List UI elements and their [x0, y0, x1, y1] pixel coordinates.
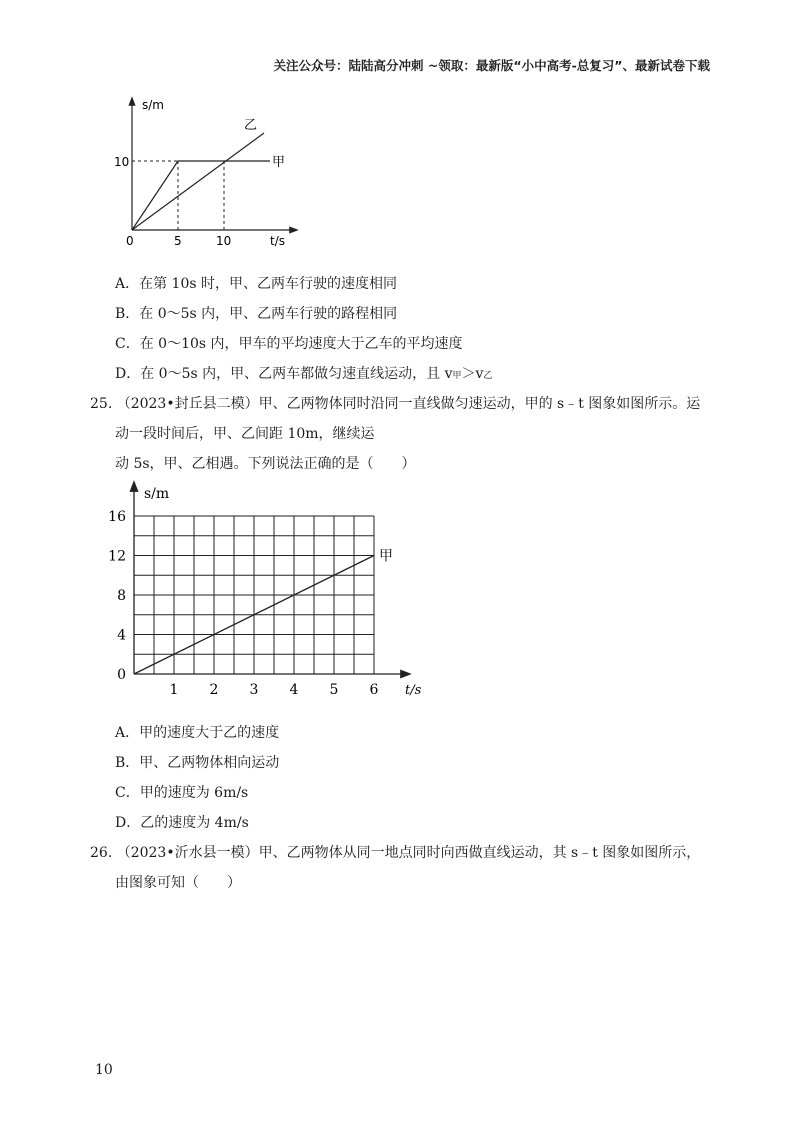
- chart2-x-tick-label: 5: [329, 682, 339, 698]
- chart2-y-tick-label: 4: [117, 627, 126, 644]
- q26-stem-line-2: 由图象可知（ ）: [115, 875, 241, 891]
- chart2-x-axis-label: t/s: [405, 683, 422, 698]
- series-jia-line: [132, 161, 270, 230]
- q25-option-c: C．甲的速度为 6m/s: [115, 785, 249, 801]
- figure-2-st-chart: [100, 478, 430, 700]
- chart2-x-tick-label: 2: [209, 682, 219, 698]
- label-yi: 乙: [244, 118, 258, 133]
- q24-option-b: B．在 0～5s 内，甲、乙两车行驶的路程相同: [115, 306, 398, 322]
- q24-option-c: C．在 0～10s 内，甲车的平均速度大于乙车的平均速度: [115, 336, 463, 352]
- y-axis-label: s/m: [142, 98, 164, 112]
- chart2-y-axis-label: s/m: [144, 486, 170, 502]
- label-jia: 甲: [272, 155, 286, 170]
- q25-stem-line-3: 动 5s，甲、乙相遇。下列说法正确的是（ ）: [115, 456, 416, 472]
- q25-option-d: D．乙的速度为 4m/s: [115, 815, 249, 831]
- chart2-y-tick-label: 0: [117, 667, 126, 683]
- q26-stem-line-1: 26. （2023•沂水县一模）甲、乙两物体从同一地点同时向西做直线运动，其 s﹣t 图象如图所示，: [90, 845, 701, 861]
- chart2-x-tick-label: 1: [169, 682, 179, 698]
- q24-option-d: D．在 0～5s 内，甲、乙两车都做匀速直线运动，且 v甲＞v乙: [115, 366, 493, 382]
- chart2-x-tick-label: 6: [369, 682, 379, 698]
- chart2-y-tick-label: 8: [117, 588, 126, 604]
- x-tick-5: 5: [174, 234, 182, 248]
- chart2-series-label: 甲: [379, 548, 393, 565]
- chart2-y-tick-label: 16: [108, 509, 126, 525]
- chart2-x-tick-label: 3: [249, 682, 259, 698]
- page-header: 关注公众号：陆陆高分冲刺 ~领取：最新版“小中高考-总复习”、最新试卷下载: [273, 58, 710, 73]
- x-axis-label: t/s: [270, 234, 285, 248]
- q25-stem-line-1: 25. （2023•封丘县二模）甲、乙两物体同时沿同一直线做匀速运动，甲的 s﹣t 图象如图所示。运: [90, 396, 701, 412]
- q25-stem-line-2: 动一段时间后，甲、乙间距 10m，继续运: [115, 426, 375, 442]
- series-yi-line: [132, 133, 264, 230]
- chart2-x-tick-label: 4: [289, 682, 299, 698]
- q24-option-a: A．在第 10s 时，甲、乙两车行驶的速度相同: [115, 276, 398, 292]
- chart2-y-tick-label: 12: [108, 548, 126, 565]
- origin-label: 0: [126, 234, 134, 248]
- figure-1-st-graph: [108, 95, 308, 250]
- q25-option-a: A．甲的速度大于乙的速度: [115, 725, 280, 741]
- q25-option-b: B．甲、乙两物体相向运动: [115, 755, 280, 771]
- x-tick-10: 10: [216, 234, 232, 248]
- y-tick-10: 10: [114, 155, 130, 169]
- page-number: 10: [95, 1062, 113, 1078]
